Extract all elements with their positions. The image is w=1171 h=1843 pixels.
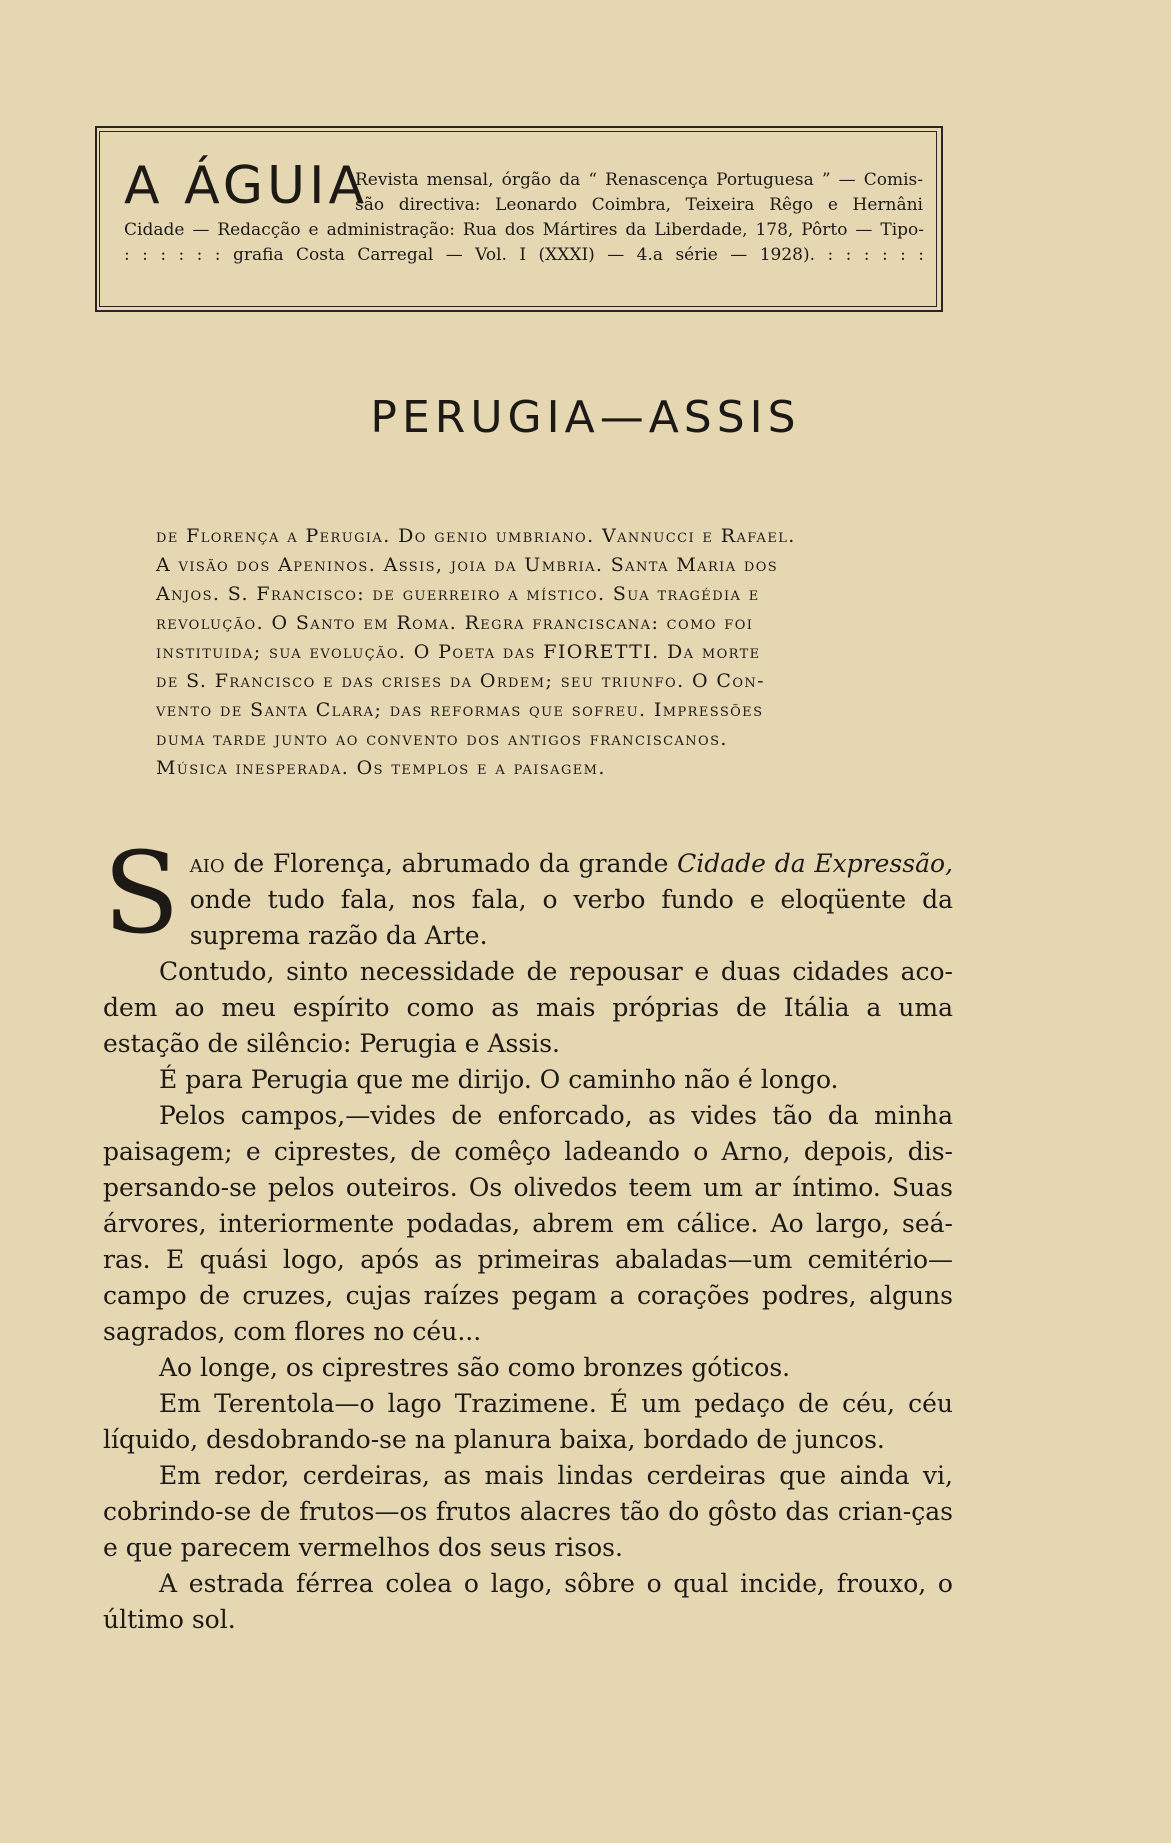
summary-line: de S. Francisco e das crises da Ordem; seu triunfo. O Con- xyxy=(156,670,765,692)
opening-text-a: de Florença, abrumado da grande xyxy=(224,849,678,878)
summary-line: duma tarde junto ao convento dos antigos franciscanos. xyxy=(156,728,728,750)
masthead-line-3: Cidade — Redacção e administração: Rua dos Mártires da Liberdade, 178, Pôrto — Tipo- xyxy=(124,220,924,240)
summary-line: revolução. O Santo em Roma. Regra franciscana: como foi xyxy=(156,612,754,634)
masthead-line-1: Revista mensal, órgão da “ Renascença Portuguesa ” — Comis- xyxy=(355,170,923,190)
opening-italic: Cidade da Expressão, xyxy=(677,849,953,878)
article-summary xyxy=(156,522,951,783)
paragraph: A estrada férrea colea o lago, sôbre o qual incide, frouxo, o último sol. xyxy=(103,1569,953,1634)
summary-line: A visão dos Apeninos. Assis, joia da Umbria. Santa Maria dos xyxy=(156,554,779,576)
summary-line: instituida; sua evolução. O Poeta das FIORETTI. Da morte xyxy=(156,641,761,663)
article-title: PERUGIA—ASSIS xyxy=(370,392,801,443)
paragraph: Em redor, cerdeiras, as mais lindas cerdeiras que ainda vi, cobrindo-se de frutos—os frutos alacres tão do gôsto das crian-ças e que parecem vermelhos dos seus risos. xyxy=(103,1461,953,1562)
paragraph: É para Perugia que me dirijo. O caminho não é longo. xyxy=(159,1065,839,1094)
masthead-line-2: são directiva: Leonardo Coimbra, Teixeira Rêgo e Hernâni xyxy=(355,195,923,215)
paragraph: Contudo, sinto necessidade de repousar e duas cidades aco-dem ao meu espírito como as mais próprias de Itália a uma estação de silêncio: Perugia e Assis. xyxy=(103,957,953,1058)
opening-word: aio xyxy=(189,849,225,878)
paragraph: Pelos campos,—vides de enforcado, as vides tão da minha paisagem; e ciprestes, de comêço ladeando o Arno, depois, dis-persando-se pelos outeiros. Os olivedos teem um ar íntimo. Suas árvores, interiormente podadas, abrem em cálice. Ao largo, seá-ras. E quási logo, após as primeiras abaladas—um cemitério—campo de cruzes, cujas raízes pegam a corações podres, alguns sagrados, com flores no céu... xyxy=(103,1101,953,1346)
drop-cap: S xyxy=(103,829,180,959)
paragraph-opening xyxy=(103,829,953,959)
summary-line: vento de Santa Clara; das reformas que sofreu. Impressões xyxy=(156,699,764,721)
paragraph: Ao longe, os ciprestres são como bronzes góticos. xyxy=(159,1353,791,1382)
summary-line: Música inesperada. Os templos e a paisagem. xyxy=(156,757,606,779)
article-body xyxy=(103,829,953,1638)
paragraph: Em Terentola—o lago Trazimene. É um pedaço de céu, céu líquido, desdobrando-se na planura baixa, bordado de juncos. xyxy=(103,1389,953,1454)
masthead-line-4: : : : : : : grafia Costa Carregal — Vol. I (XXXI) — 4.a série — 1928). : : : : : : xyxy=(124,245,924,265)
summary-line: de Florença a Perugia. Do genio umbriano. Vannucci e Rafael. xyxy=(156,525,796,547)
opening-text-b: onde tudo fala, nos fala, o verbo fundo e eloqüente da suprema razão da Arte. xyxy=(189,885,953,950)
summary-line: Anjos. S. Francisco: de guerreiro a místico. Sua tragédia e xyxy=(156,583,760,605)
masthead-title: A ÁGUIA xyxy=(124,156,369,216)
